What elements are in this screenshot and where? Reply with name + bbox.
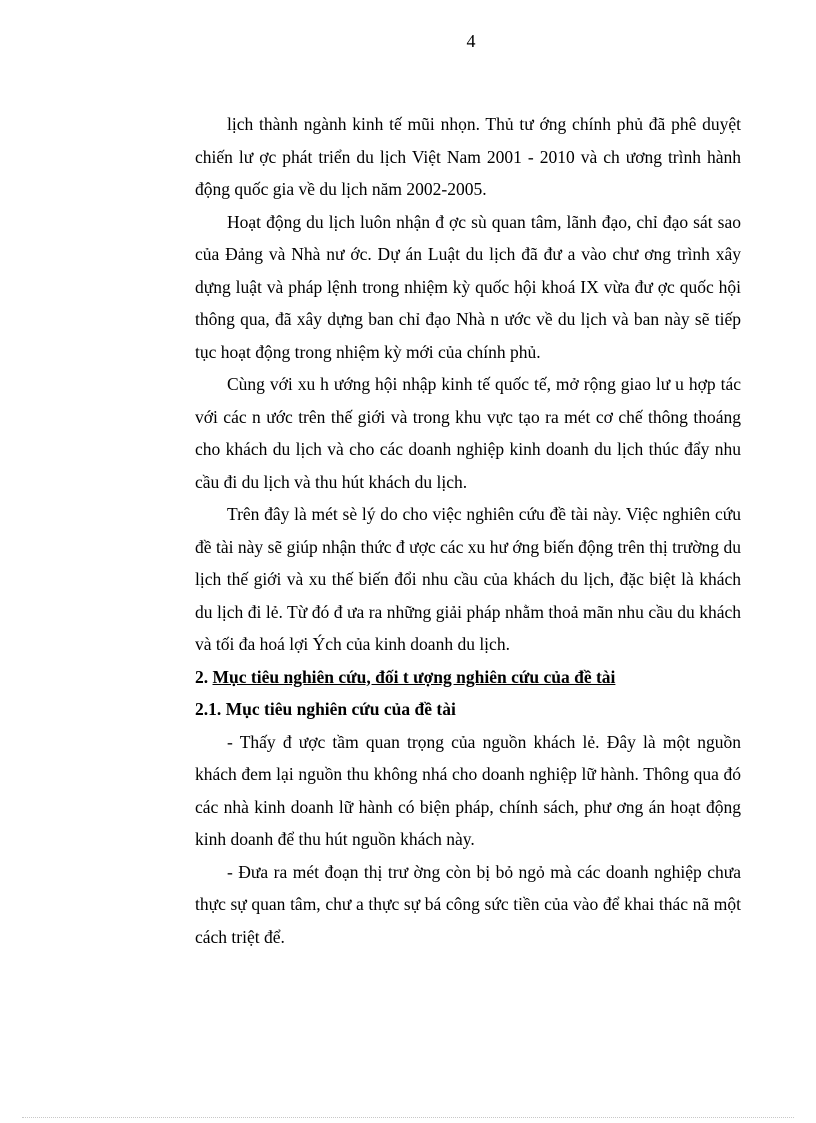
subsection-heading: 2.1. Mục tiêu nghiên cứu của đề tài: [195, 699, 456, 719]
objective-item: - Thấy đ ược tầm quan trọng của nguồn khách lẻ. Đây là một nguồn khách đem lại nguồn thu không nhá cho doanh nghiệp lữ hành. Thông qua đó các nhà kinh doanh lữ hành có biện pháp, chính sách, phư ơng án hoạt động kinh doanh để thu hút nguồn khách này.: [195, 731, 741, 849]
paragraph-research-reasons: Trên đây là mét sè lý do cho việc nghiên cứu đề tài này. Việc nghiên cứu đề tài này sẽ giúp nhận thức đ ược các xu hư ớng biến động trên thị trường du lịch thế giới và xu thế biến đổi nhu cầu của khách du lịch, đặc biệt là khách du lịch đi lẻ. Từ đó đ ưa ra những giải pháp nhằm thoả mãn nhu cầu du khách và tối đa hoá lợi Ých của kinh doanh du lịch.: [195, 504, 741, 654]
paragraph-integration-trend: Cùng với xu h ướng hội nhập kinh tế quốc tế, mở rộng giao lư u hợp tác với các n ước trên thế giới và trong khu vực tạo ra mét cơ chế thông thoáng cho khách du lịch và cho các doanh nghiệp kinh doanh du lịch thúc đẩy nhu cầu đi du lịch và thu hút khách du lịch.: [195, 374, 741, 492]
paragraph-tourism-activity: Hoạt động du lịch luôn nhận đ ợc sù quan tâm, lãnh đạo, chỉ đạo sát sao của Đảng và Nhà nư ớc. Dự án Luật du lịch đã đư a vào chư ơng trình xây dựng luật và pháp lệnh trong nhiệm kỳ quốc hội khoá IX vừa đư ợc quốc hội thông qua, đã xây dựng ban chỉ đạo Nhà n ước về du lịch và ban này sẽ tiếp tục hoạt động trong nhiệm kỳ mới của chính phủ.: [195, 211, 741, 362]
page-number: 4: [466, 31, 476, 51]
objective-item: - Đưa ra mét đoạn thị trư ờng còn bị bỏ ngỏ mà các doanh nghiệp chưa thực sự quan tâm, chư a thực sự bá công sức tiền của vào để khai thác nã một cách triệt để.: [195, 861, 741, 947]
document-body: [195, 108, 741, 953]
section-number: 2.: [195, 666, 209, 687]
section-heading: [195, 661, 741, 694]
section-title: Mục tiêu nghiên cứu, đối t ượng nghiên cứu của đề tài: [212, 666, 616, 687]
page-bottom-divider: [22, 1117, 794, 1118]
paragraph-intro-continuation: lịch thành ngành kinh tế mũi nhọn. Thủ tư ớng chính phủ đã phê duyệt chiến lư ợc phát triển du lịch Việt Nam 2001 - 2010 và ch ương trình hành động quốc gia về du lịch năm 2002-2005.: [195, 114, 741, 199]
